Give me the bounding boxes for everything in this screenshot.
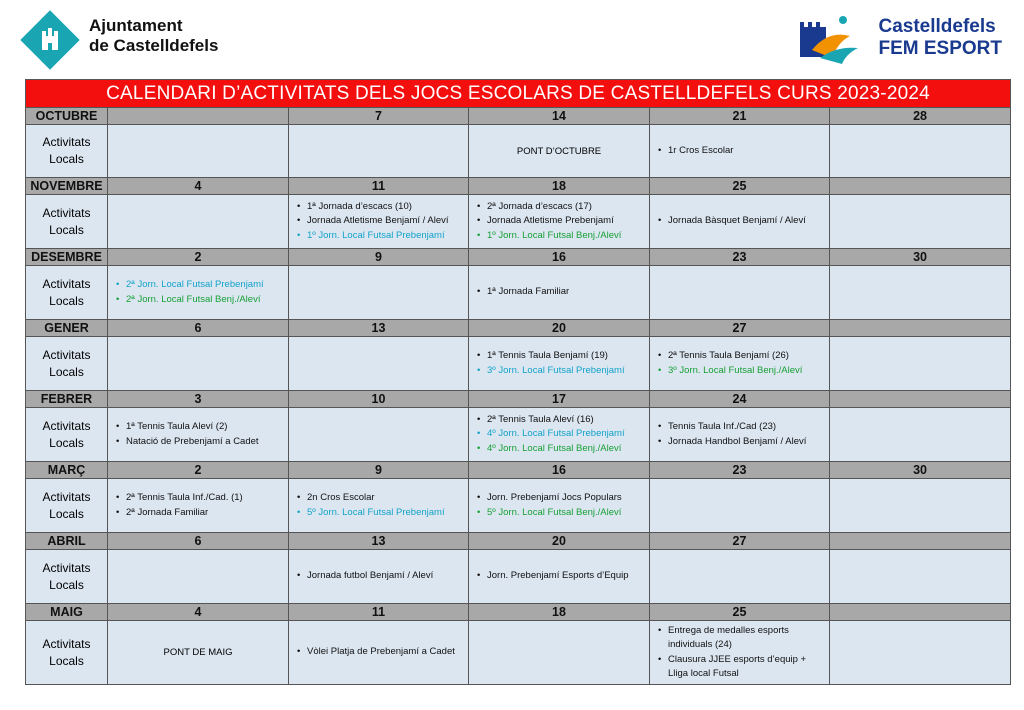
activities-row xyxy=(26,337,1011,391)
activity-item: • 2ª Jornada Familiar xyxy=(114,506,284,521)
activity-cell xyxy=(108,621,289,685)
day-number: 2 xyxy=(108,249,289,266)
activity-cell xyxy=(830,337,1011,391)
activity-item: • Jornada Handbol Benjamí / Aleví xyxy=(656,435,825,450)
activity-item: • 2ª Tennis Taula Benjamí (26) xyxy=(656,349,825,364)
activity-item: • Jornada Bàsquet Benjamí / Aleví xyxy=(656,214,825,229)
activity-cell xyxy=(830,621,1011,685)
activities-row xyxy=(26,408,1011,462)
day-number: 16 xyxy=(469,249,650,266)
row-label xyxy=(26,550,108,604)
day-number: 27 xyxy=(650,533,830,550)
activity-cell xyxy=(289,125,469,178)
day-number: 24 xyxy=(650,391,830,408)
day-number: 23 xyxy=(650,249,830,266)
activity-item: • 5º Jorn. Local Futsal Prebenjamí xyxy=(295,506,464,521)
activity-list xyxy=(650,214,829,229)
activity-item: • 1º Jorn. Local Futsal Prebenjamí xyxy=(295,229,464,244)
activity-item: • Jornada Atletisme Benjamí / Aleví xyxy=(295,214,464,229)
ajuntament-name-line1: Ajuntament xyxy=(89,15,183,35)
row-label-line1: Activitats xyxy=(42,636,91,651)
row-label xyxy=(26,408,108,462)
activity-list xyxy=(108,278,288,307)
activity-list xyxy=(108,420,288,449)
activity-item: • 2n Cros Escolar xyxy=(295,491,464,506)
activity-item: • Jornada futbol Benjamí / Aleví xyxy=(295,569,464,584)
day-number: 11 xyxy=(289,604,469,621)
sport-castle-icon xyxy=(798,12,866,64)
day-number xyxy=(830,178,1011,195)
activity-item: • 1ª Jornada Familiar xyxy=(475,285,645,300)
fem-esport-line2: FEM ESPORT xyxy=(878,38,1002,59)
month-header-row xyxy=(26,178,1011,195)
activity-cell xyxy=(650,337,830,391)
day-number: 4 xyxy=(108,604,289,621)
activity-item: • Natació de Prebenjamí a Cadet xyxy=(114,435,284,450)
row-label-line1: Activitats xyxy=(42,560,91,575)
day-number: 9 xyxy=(289,462,469,479)
activity-item: • 2ª Jorn. Local Futsal Benj./Aleví xyxy=(114,293,284,308)
activity-list xyxy=(469,491,649,520)
activity-item: • 1r Cros Escolar xyxy=(656,144,825,159)
day-number: 25 xyxy=(650,604,830,621)
month-name: FEBRER xyxy=(26,391,108,408)
activity-item: • 1ª Tennis Taula Benjamí (19) xyxy=(475,349,645,364)
month-name: ABRIL xyxy=(26,533,108,550)
month-name: OCTUBRE xyxy=(26,108,108,125)
activity-item: • 2ª Tennis Taula Aleví (16) xyxy=(475,413,645,428)
activity-list xyxy=(650,144,829,159)
day-number: 2 xyxy=(108,462,289,479)
day-number: 6 xyxy=(108,320,289,337)
day-number: 27 xyxy=(650,320,830,337)
day-number xyxy=(108,108,289,125)
day-number: 30 xyxy=(830,462,1011,479)
activity-cell xyxy=(830,125,1011,178)
day-number: 9 xyxy=(289,249,469,266)
row-label xyxy=(26,337,108,391)
holiday-label: PONT D’OCTUBRE xyxy=(516,145,602,157)
day-number: 21 xyxy=(650,108,830,125)
activity-item: • 2ª Jorn. Local Futsal Prebenjamí xyxy=(114,278,284,293)
activity-item: • 3º Jorn. Local Futsal Benj./Aleví xyxy=(656,364,825,379)
day-number: 28 xyxy=(830,108,1011,125)
page-header xyxy=(0,0,1024,78)
row-label xyxy=(26,125,108,178)
activity-cell xyxy=(650,266,830,320)
activity-list xyxy=(289,200,468,244)
row-label-line2: Locals xyxy=(49,577,84,592)
activities-row xyxy=(26,125,1011,178)
day-number: 13 xyxy=(289,320,469,337)
month-header-row xyxy=(26,108,1011,125)
activity-cell xyxy=(830,550,1011,604)
month-name: MARÇ xyxy=(26,462,108,479)
row-label-line1: Activitats xyxy=(42,276,91,291)
activity-item: • 1º Jorn. Local Futsal Benj./Aleví xyxy=(475,229,645,244)
day-number: 17 xyxy=(469,391,650,408)
calendar-title: CALENDARI D’ACTIVITATS DELS JOCS ESCOLARS DE CASTELLDEFELS CURS 2023-2024 xyxy=(26,80,1011,108)
month-header-row xyxy=(26,249,1011,266)
fem-esport-logo xyxy=(798,12,1002,64)
activities-row xyxy=(26,621,1011,685)
activity-cell xyxy=(289,337,469,391)
activity-item: • 4º Jorn. Local Futsal Prebenjamí xyxy=(475,427,645,442)
day-number: 10 xyxy=(289,391,469,408)
activity-item: • Jorn. Prebenjamí Esports d’Equip xyxy=(475,569,645,584)
activity-cell xyxy=(469,195,650,249)
row-label-line2: Locals xyxy=(49,506,84,521)
activity-item: • 3º Jorn. Local Futsal Prebenjamí xyxy=(475,364,645,379)
row-label-line2: Locals xyxy=(49,222,84,237)
row-label-line1: Activitats xyxy=(42,135,91,149)
activity-cell xyxy=(108,337,289,391)
day-number: 6 xyxy=(108,533,289,550)
activity-list xyxy=(650,624,829,682)
month-name: GENER xyxy=(26,320,108,337)
activity-list xyxy=(289,569,468,584)
day-number: 13 xyxy=(289,533,469,550)
activity-item: • 4º Jorn. Local Futsal Benj./Aleví xyxy=(475,442,645,457)
activity-item: • Vòlei Platja de Prebenjamí a Cadet xyxy=(295,645,464,660)
holiday-label: PONT DE MAIG xyxy=(163,647,233,658)
day-number: 18 xyxy=(469,178,650,195)
row-label xyxy=(26,479,108,533)
activity-cell xyxy=(830,195,1011,249)
row-label-line2: Locals xyxy=(49,364,84,379)
row-label xyxy=(26,621,108,685)
activity-item: • 1ª Jornada d’escacs (10) xyxy=(295,200,464,215)
activity-cell xyxy=(469,479,650,533)
activity-cell xyxy=(830,266,1011,320)
activity-cell xyxy=(830,479,1011,533)
activity-cell xyxy=(108,195,289,249)
activity-cell xyxy=(289,550,469,604)
activity-list xyxy=(650,349,829,378)
day-number: 30 xyxy=(830,249,1011,266)
activity-item: • 1ª Tennis Taula Aleví (2) xyxy=(114,420,284,435)
activity-cell xyxy=(650,479,830,533)
month-header-row xyxy=(26,604,1011,621)
activities-calendar-table xyxy=(25,79,1011,685)
day-number: 25 xyxy=(650,178,830,195)
activity-cell xyxy=(650,125,830,178)
activity-cell xyxy=(469,266,650,320)
activities-row xyxy=(26,195,1011,249)
activity-item: • 2ª Jornada d’escacs (17) xyxy=(475,200,645,215)
day-number: 18 xyxy=(469,604,650,621)
activity-item: • 2ª Tennis Taula Inf./Cad. (1) xyxy=(114,491,284,506)
row-label xyxy=(26,195,108,249)
activity-item: • Entrega de medalles esports individuals (24) xyxy=(656,624,825,653)
month-header-row xyxy=(26,391,1011,408)
activity-cell xyxy=(469,408,650,462)
activity-cell xyxy=(108,479,289,533)
month-name: MAIG xyxy=(26,604,108,621)
activity-cell xyxy=(108,266,289,320)
day-number: 20 xyxy=(469,320,650,337)
activity-item: • Clausura JJEE esports d’equip + Lliga local Futsal xyxy=(656,653,825,682)
activity-cell xyxy=(289,266,469,320)
day-number: 11 xyxy=(289,178,469,195)
activity-cell xyxy=(469,550,650,604)
day-number xyxy=(830,533,1011,550)
activity-list xyxy=(108,491,288,520)
activity-cell xyxy=(469,125,650,178)
row-label xyxy=(26,266,108,320)
activities-row xyxy=(26,550,1011,604)
activity-cell xyxy=(650,408,830,462)
month-header-row xyxy=(26,320,1011,337)
activity-cell xyxy=(650,195,830,249)
day-number: 20 xyxy=(469,533,650,550)
activity-item: • 5º Jorn. Local Futsal Benj./Aleví xyxy=(475,506,645,521)
activity-item: • Jornada Atletisme Prebenjamí xyxy=(475,214,645,229)
ajuntament-logo xyxy=(20,10,218,61)
activity-list xyxy=(469,200,649,244)
month-header-row xyxy=(26,462,1011,479)
row-label-line2: Locals xyxy=(49,435,84,450)
ajuntament-name-line2: de Castelldefels xyxy=(89,35,219,55)
activity-item: • Jorn. Prebenjamí Jocs Populars xyxy=(475,491,645,506)
day-number: 3 xyxy=(108,391,289,408)
activity-cell xyxy=(830,408,1011,462)
day-number xyxy=(830,391,1011,408)
row-label-line2: Locals xyxy=(49,653,84,668)
activities-row xyxy=(26,479,1011,533)
month-header-row xyxy=(26,533,1011,550)
day-number: 23 xyxy=(650,462,830,479)
activity-item: • Tennis Taula Inf./Cad (23) xyxy=(656,420,825,435)
day-number xyxy=(830,320,1011,337)
row-label-line2: Locals xyxy=(49,293,84,308)
activity-cell xyxy=(108,125,289,178)
activity-cell xyxy=(650,621,830,685)
activity-cell xyxy=(289,479,469,533)
activity-list xyxy=(289,491,468,520)
row-label-line2: Locals xyxy=(49,152,84,166)
day-number: 16 xyxy=(469,462,650,479)
row-label-line1: Activitats xyxy=(42,205,91,220)
fem-esport-line1: Castelldefels xyxy=(878,16,996,37)
activity-cell xyxy=(289,621,469,685)
activity-list xyxy=(469,413,649,457)
castle-emblem-icon xyxy=(20,10,79,69)
day-number: 14 xyxy=(469,108,650,125)
row-label-line1: Activitats xyxy=(42,489,91,504)
activity-cell xyxy=(650,550,830,604)
activity-list xyxy=(469,349,649,378)
day-number: 7 xyxy=(289,108,469,125)
day-number xyxy=(830,604,1011,621)
activity-cell xyxy=(108,408,289,462)
row-label-line1: Activitats xyxy=(42,418,91,433)
activity-list xyxy=(650,420,829,449)
activity-cell xyxy=(289,195,469,249)
activity-cell xyxy=(108,550,289,604)
activities-row xyxy=(26,266,1011,320)
row-label-line1: Activitats xyxy=(42,347,91,362)
activity-list xyxy=(469,569,649,584)
activity-list xyxy=(469,285,649,300)
month-name: DESEMBRE xyxy=(26,249,108,266)
activity-cell xyxy=(469,337,650,391)
month-name: NOVEMBRE xyxy=(26,178,108,195)
activity-cell xyxy=(469,621,650,685)
day-number: 4 xyxy=(108,178,289,195)
activity-list xyxy=(289,645,468,660)
activity-cell xyxy=(289,408,469,462)
